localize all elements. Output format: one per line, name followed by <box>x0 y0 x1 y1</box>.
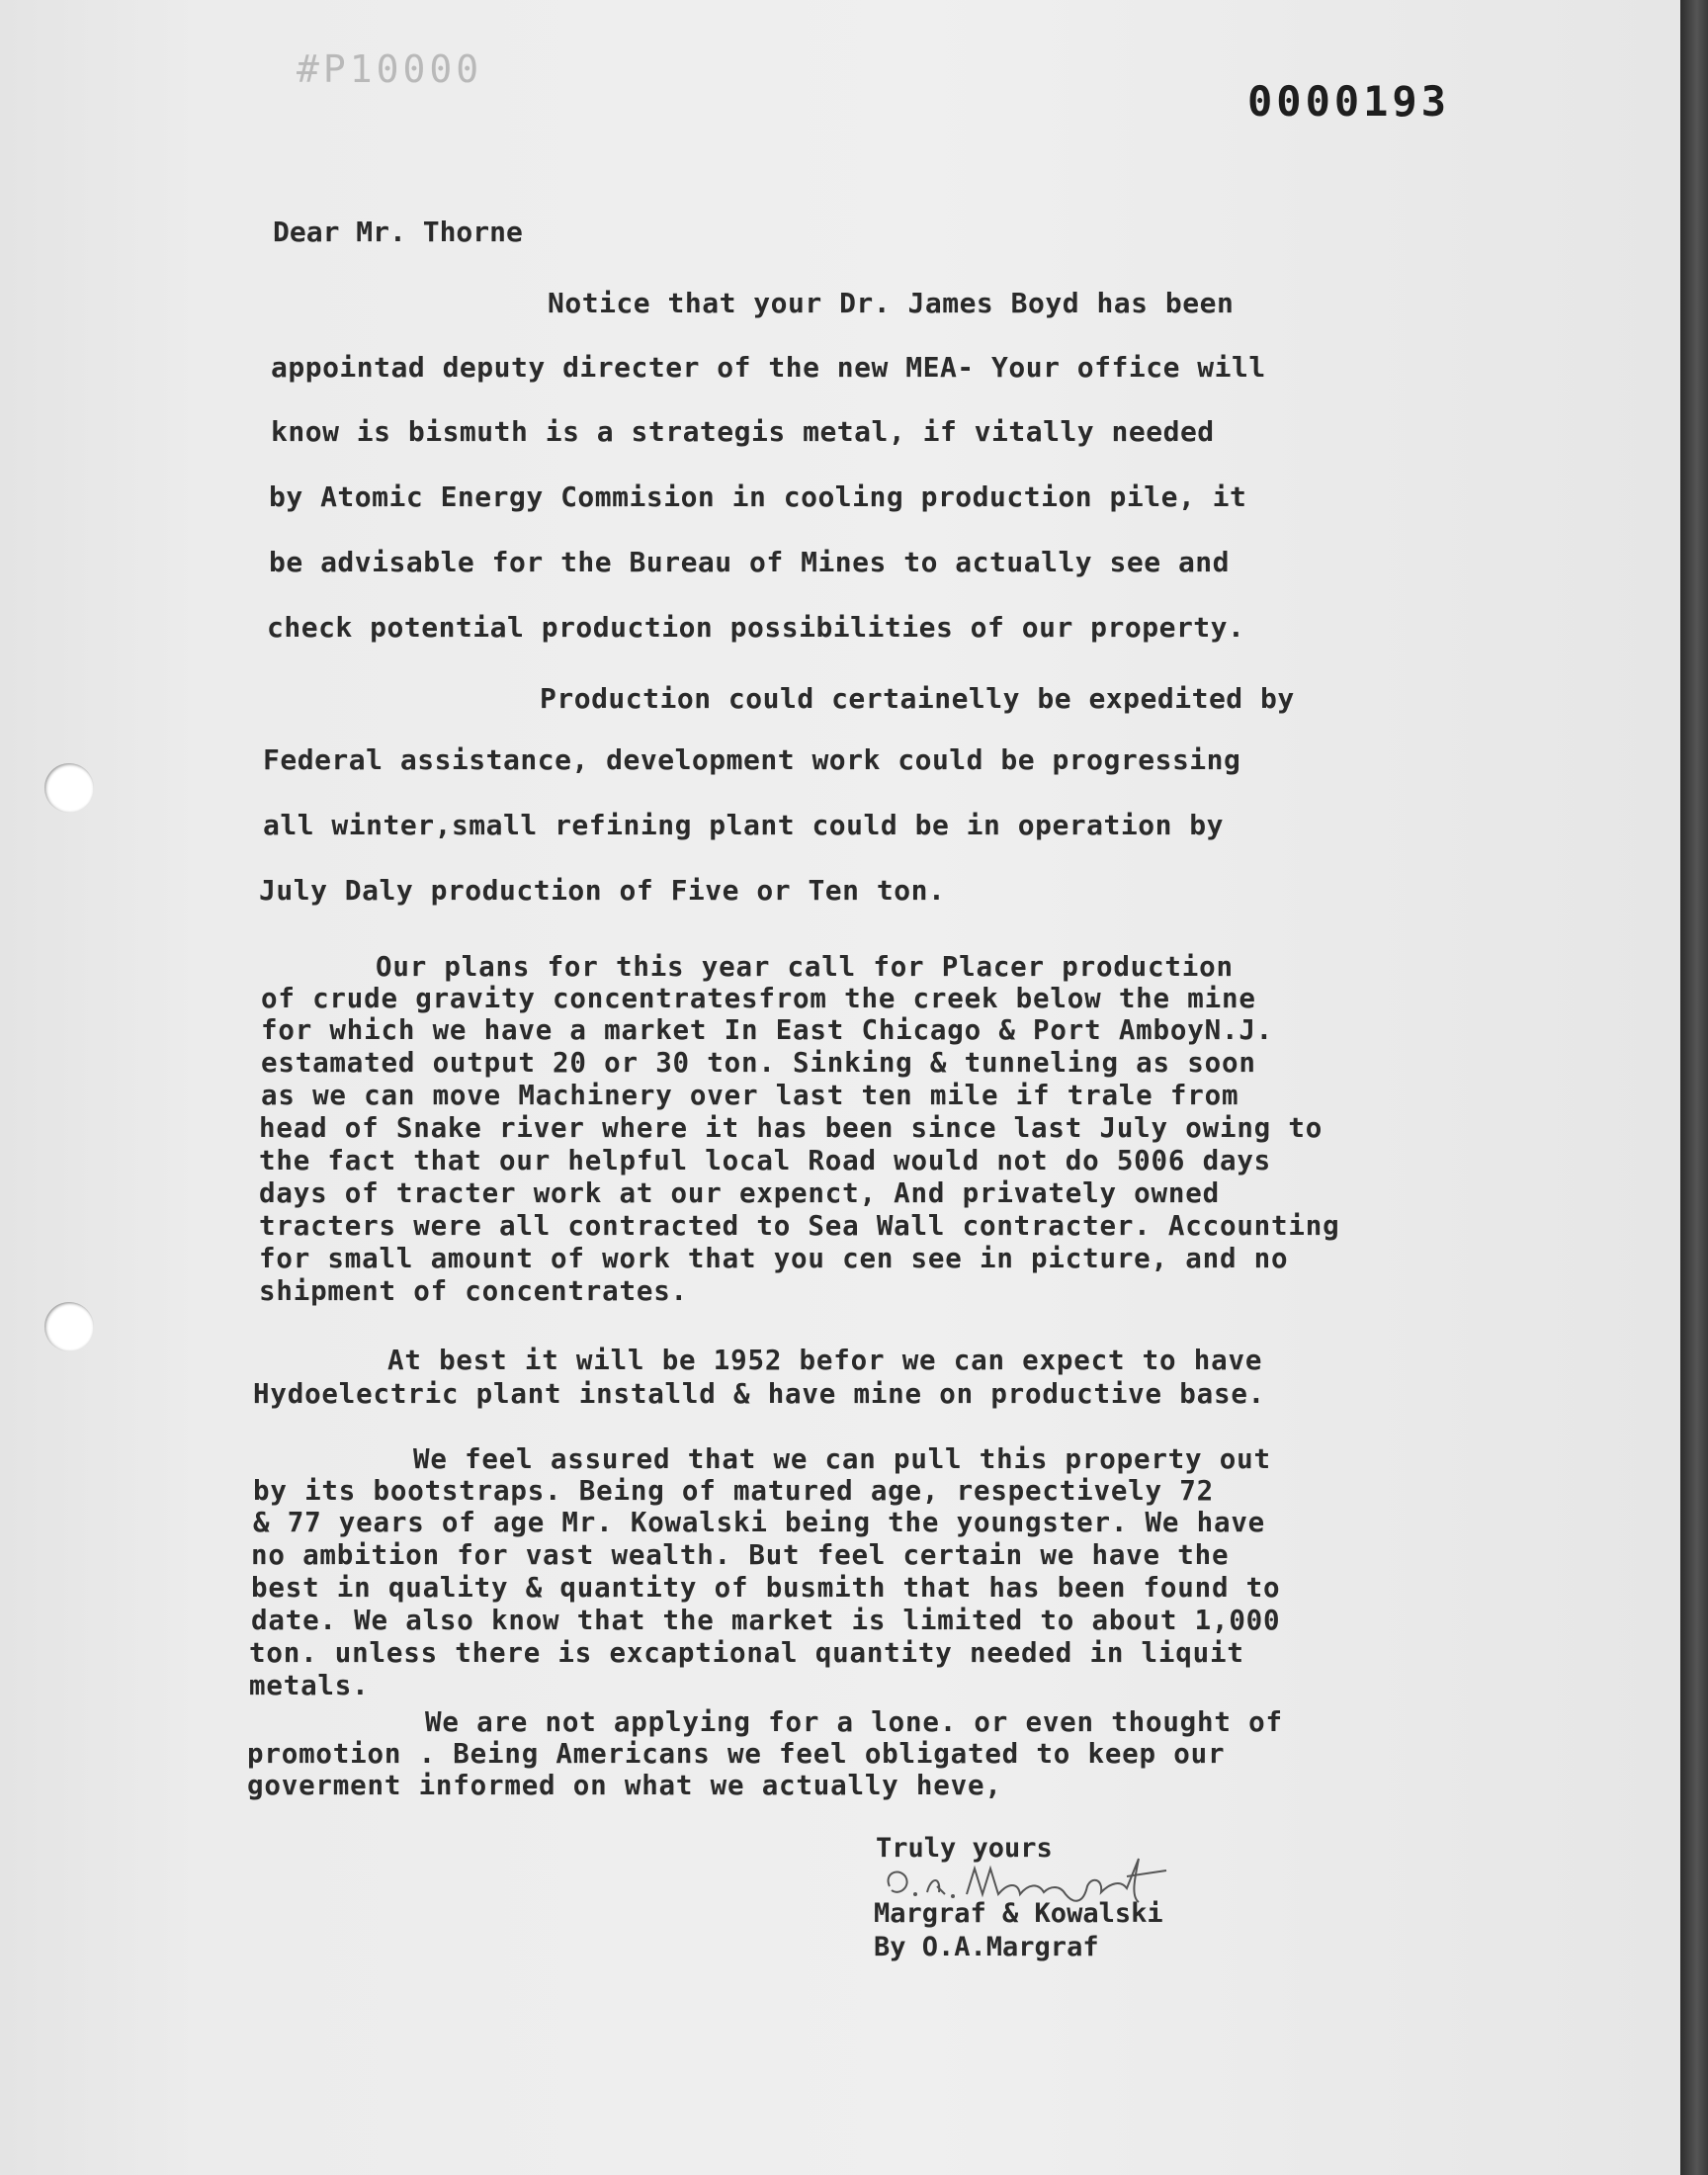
para3-line: days of tracter work at our expenct, And privately owned <box>259 1177 1220 1209</box>
para5-line: no ambition for vast wealth. But feel certain we have the <box>251 1539 1230 1571</box>
para1-line: by Atomic Energy Commision in cooling production pile, it <box>269 480 1247 513</box>
para5-line: metals. <box>249 1670 370 1701</box>
punch-hole-top <box>44 763 94 813</box>
para3-line: head of Snake river where it has been since last July owing to <box>259 1112 1324 1144</box>
scan-edge-shadow <box>1680 0 1708 2175</box>
para5-line: best in quality & quantity of busmith that has been found to <box>251 1572 1281 1604</box>
para5-line: We feel assured that we can pull this property out <box>413 1443 1271 1475</box>
para1-line: appointad deputy directer of the new MEA- Your office will <box>271 351 1266 384</box>
by-line: By O.A.Margraf <box>874 1932 1099 1962</box>
firm-name: Margraf & Kowalski <box>874 1898 1163 1929</box>
para4-line: At best it will be 1952 befor we can expect to have <box>387 1345 1263 1376</box>
para1-line: Notice that your Dr. James Boyd has been <box>548 287 1235 319</box>
punch-hole-bottom <box>44 1302 94 1351</box>
para2-line: July Daly production of Five or Ten ton. <box>259 874 946 907</box>
salutation: Dear Mr. Thorne <box>273 216 523 248</box>
para4-line: Hydoelectric plant installd & have mine on productive base. <box>253 1378 1266 1410</box>
para3-line: estamated output 20 or 30 ton. Sinking & tunneling as soon <box>261 1047 1256 1079</box>
para6-line: goverment informed on what we actually heve, <box>247 1770 1002 1801</box>
para3-line: Our plans for this year call for Placer production <box>376 951 1234 983</box>
para3-line: shipment of concentrates. <box>259 1275 688 1307</box>
para3-line: tracters were all contracted to Sea Wall contracter. Accounting <box>259 1210 1340 1242</box>
para1-line: check potential production possibilities of our property. <box>267 611 1245 644</box>
para2-line: Federal assistance, development work could be progressing <box>263 743 1241 776</box>
para1-line: know is bismuth is a strategis metal, if vitally needed <box>271 415 1215 448</box>
valediction: Truly yours <box>876 1833 1053 1864</box>
document-number: 0000193 <box>1247 77 1451 126</box>
para1-line: be advisable for the Bureau of Mines to actually see and <box>269 546 1231 578</box>
para5-line: & 77 years of age Mr. Kowalski being the youngster. We have <box>253 1507 1266 1538</box>
para6-line: promotion . Being Americans we feel obligated to keep our <box>247 1738 1226 1770</box>
para3-line: for which we have a market In East Chicago & Port AmboyN.J. <box>261 1014 1274 1046</box>
para5-line: ton. unless there is excaptional quantity needed in liquit <box>249 1637 1244 1669</box>
para6-line: We are not applying for a lone. or even thought of <box>425 1706 1283 1738</box>
para3-line: for small amount of work that you cen see in picture, and no <box>259 1243 1289 1274</box>
faint-stamp-id: #P10000 <box>297 47 483 91</box>
para3-line: of crude gravity concentratesfrom the creek below the mine <box>261 983 1256 1014</box>
para3-line: as we can move Machinery over last ten mile if trale from <box>261 1080 1239 1111</box>
para3-line: the fact that our helpful local Road would not do 5006 days <box>259 1145 1272 1176</box>
para2-line: Production could certainelly be expedited by <box>540 682 1295 715</box>
para5-line: date. We also know that the market is limited to about 1,000 <box>251 1605 1281 1636</box>
para5-line: by its bootstraps. Being of matured age, respectively 72 <box>253 1475 1214 1507</box>
para2-line: all winter,small refining plant could be in operation by <box>263 809 1225 841</box>
